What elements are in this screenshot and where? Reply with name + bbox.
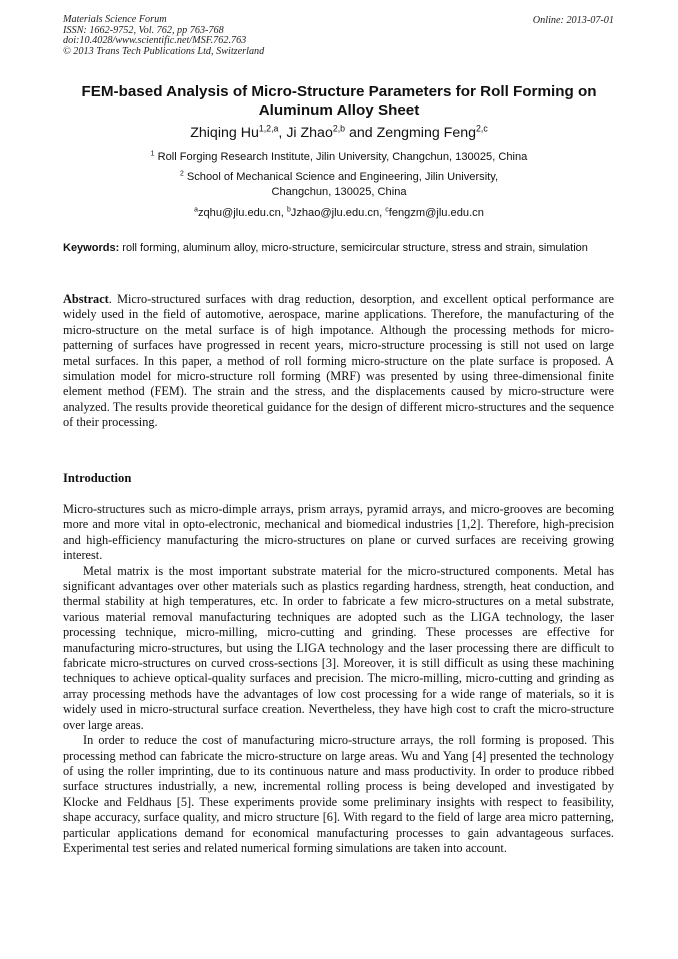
- author-affiliation-mark: 2,c: [476, 123, 488, 134]
- author-separator: and: [345, 125, 377, 141]
- author-name: Zhiqing Hu: [190, 125, 259, 141]
- email-address[interactable]: Jzhao@jlu.edu.cn: [290, 207, 380, 219]
- author-affiliation-mark: 2,b: [332, 123, 346, 134]
- publication-info: [63, 15, 264, 57]
- email-address[interactable]: fengzm@jlu.edu.cn: [388, 207, 484, 219]
- email-mark: b: [286, 206, 291, 214]
- email-mark: a: [194, 206, 198, 214]
- email-separator: ,: [379, 207, 386, 219]
- email-address[interactable]: zqhu@jlu.edu.cn: [197, 207, 281, 219]
- author-name: Ji Zhao: [286, 125, 333, 141]
- paragraph: In order to reduce the cost of manufacturing micro-structure arrays, the roll forming is proposed. This processing method can fabricate the micro-structure on large areas. Wu and Yang [4] presented the technology of using the roller imprinting, due to its continuous nature and mass productivity. In order to produce ribbed surface structures industrially, a new, incremental rolling process is being developed and investigated by Klocke and Feldhaus [5]. These experiments provide some preliminary insights with respect to feasibility, shape accuracy, surface quality, and micro structure [6]. With regard to the field of large area micro patterning, particular applications demand for economical manufacturing processes to gain advantageous surfaces. Experimental test series and related numerical forming simulations are taken into account.: [63, 733, 614, 855]
- affiliation-text: Changchun, 130025, China: [271, 186, 407, 198]
- abstract-text: . Micro-structured surfaces with drag reduction, desorption, and excellent optical performance are widely used in the field of automotive, aerospace, marine applications. Therefore, the manufacturing of the micro-structure on the metal surface is of high impotance. Although the processing methods for micro-patterning of surfaces have progressed in recent years, micro-structure processing is still not used on large metal surfaces. In this paper, a method of roll forming micro-structure on the plate surface is proposed. A simulation model for micro-structure roll forming (MRF) was presented by using three-dimensional finite element method (FEM). The strain and the stress, and the displacements caused by micro-structure were analyzed. The results provide theoretical guidance for the design of different micro-structures and the sequence of their processing.: [63, 292, 614, 430]
- affiliation-1: [63, 150, 615, 165]
- paper-title: FEM-based Analysis of Micro-Structure Parameters for Roll Forming on Aluminum Alloy Sheet: [81, 83, 597, 119]
- affiliation-text: Roll Forging Research Institute, Jilin University, Changchun, 130025, China: [157, 151, 528, 163]
- email-separator: ,: [280, 207, 287, 219]
- paragraph: Metal matrix is the most important substrate material for the micro-structured components. Metal has significant advantages over other materials such as plastics regarding hardness, strength, heat conduction, and thermal stability at high temperatures, etc. In order to fabricate a few micro-structures on a metal substrate, various material removal manufacturing techniques are adopted such as the LIGA technology, the laser processing technique, micro-milling, micro-cutting and grinding. These processes are effective for manufacturing micro-structures, but using the LIGA technology and the laser processing there are difficult to fabricate micro-structures on curved cross-sections [3]. Moreover, it is still difficult as using these machining techniques to achieve optical-quality surfaces and precision. The micro-milling, micro-cutting and grinding as array processing methods have the advantages of low cost processing for a wide range of materials, so it is widely used in micro-structural surface creation. Nevertheless, they have high cost to craft the micro-structure over large areas.: [63, 563, 614, 732]
- author-name: Zengming Feng: [376, 125, 477, 141]
- author-affiliation-mark: 1,2,a: [258, 123, 279, 134]
- issn-line: ISSN: 1662-9752, Vol. 762, pp 763-768: [63, 24, 224, 36]
- author-list: [63, 124, 615, 142]
- online-date: Online: 2013-07-01: [532, 15, 614, 26]
- affiliation-2: [63, 170, 615, 200]
- affiliation-text: School of Mechanical Science and Engineering, Jilin University,: [186, 171, 499, 183]
- affiliation-mark: 2: [179, 170, 184, 178]
- keywords-section: [63, 241, 614, 256]
- keywords-text: roll forming, aluminum alloy, micro-structure, semicircular structure, stress and strain, simulation: [119, 242, 588, 254]
- paragraph: Micro-structures such as micro-dimple arrays, prism arrays, pyramid arrays, and micro-grooves are becoming more and more vital in opto-electronic, mechanical and biomedical industries [1,2]. Therefore, high-precision and high-efficiency manufacturing the micro-structures on plane or curved surfaces are receiving growing interest.: [63, 502, 614, 563]
- abstract-label: Abstract: [63, 292, 109, 306]
- email-mark: c: [385, 206, 389, 214]
- affiliation-mark: 1: [150, 150, 155, 158]
- keywords-label: Keywords:: [63, 242, 120, 254]
- introduction-heading: Introduction: [63, 471, 132, 485]
- journal-name: Materials Science Forum: [63, 14, 167, 25]
- introduction-section: [63, 502, 614, 856]
- copyright-line: © 2013 Trans Tech Publications Ltd, Switzerland: [63, 45, 265, 57]
- author-separator: ,: [278, 125, 287, 141]
- abstract-section: [63, 292, 614, 431]
- email-list: [63, 206, 615, 221]
- doi-line: doi:10.4028/www.scientific.net/MSF.762.763: [63, 35, 247, 47]
